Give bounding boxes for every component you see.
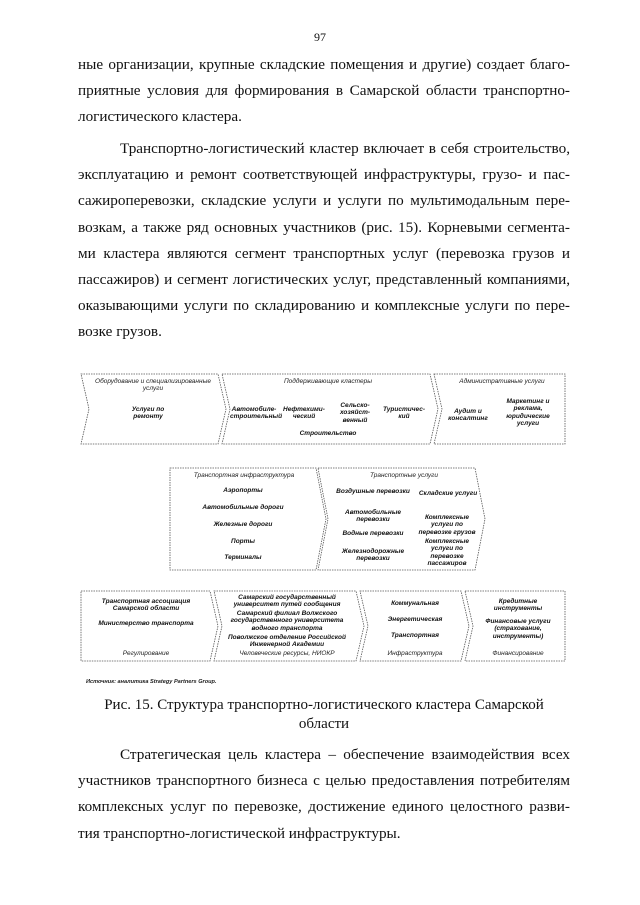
infra-services-item: Транспортная [391,632,439,639]
services-item: Железнодорожные перевозки [341,548,405,563]
cluster-diagram [78,372,570,682]
text-line: оказывающими услуги по складированию и комплексные услуги по пере- [78,297,570,315]
infrastructure-title: Транспортная инфраструктура [193,472,295,479]
supporting-item: Туристичес-кий [383,406,425,421]
text-line: ные организации, крупные складские помещения и другие) создает благо- [78,56,570,73]
paragraph-1 [78,52,570,131]
equipment-item: Услуги по ремонту [131,406,165,421]
infrastructure-item: Железные дороги [213,521,273,528]
infrastructure-item: Порты [231,538,255,545]
admin-item: Маркетинг и реклама, юридические услуги [506,398,550,428]
human-label: Человеческие ресурсы, НИОКР [239,650,335,657]
human-item: Самарский филиал Волжского государственного университета водного транспорта [230,610,344,632]
paragraph-3 [78,742,570,847]
text-line: пассажиров) и сегмент логистических услуг, представленный компаниями, [78,271,570,289]
page-number: 97 [314,30,326,44]
text-line: приятные условия для формирования в Самарской области транспортно- [78,82,570,100]
text-line: эксплуатацию и ремонт соответствующей инфраструктуры, грузо- и пас- [78,166,570,184]
regulation-item: Транспортная ассоциация Самарской области [101,598,191,613]
supporting-item: Автомобиле-строительный [230,406,283,421]
finance-item: Кредитные инструменты [493,598,543,613]
infrastructure-item: Терминалы [224,554,262,561]
human-item: Поволжское отделение Российской Инженерной Академии [227,634,347,649]
text-line: сажироперевозки, складские услуги и услуги по мультимодальным пере- [78,192,570,210]
text-line: ми кластера являются сегмент транспортных услуг (перевозка грузов и [78,244,570,262]
supporting-item: Нефтехими-ческий [283,406,325,421]
finance-label: Финансирование [492,650,544,657]
infra-services-label: Инфраструктура [387,650,443,657]
admin-item: Аудит и консалтинг [448,408,488,423]
services-item: Комплексные услуги по перевозке грузов [418,514,476,536]
equipment-title: Оборудование и специализированные услуги [95,378,211,393]
human-item: Самарский государственный университет путей сообщения [233,594,341,609]
figure-source: Источник: аналитика Strategy Partners Group. [86,679,217,685]
text-line: возкам, а также ряд основных участников (рис. 15). Корневыми сегмента- [78,218,570,236]
text-line: тия транспортно-логистической инфраструктуры. [78,824,401,842]
regulation-item: Министерство транспорта [98,620,194,627]
services-item: Водные перевозки [342,530,404,537]
regulation-label: Регулирование [122,650,170,657]
services-item: Складские услуги [418,490,478,497]
services-item: Воздушные перевозки [336,488,410,495]
text-line: комплексных услуг по перевозке, достижение единого целостного разви- [78,798,570,816]
paragraph-2 [78,136,570,346]
infrastructure-item: Автомобильные дороги [202,504,284,511]
text-line: возке грузов. [78,323,162,341]
services-item: Комплексные услуги по перевозке пассажиров [424,538,470,568]
supporting-bottom: Строительство [299,430,357,437]
text-line: Транспортно-логистический кластер включает в себя строительство, [120,140,570,157]
services-item: Автомобильные перевозки [345,509,401,524]
admin-title: Административные услуги [459,378,545,385]
infra-services-item: Коммунальная [391,600,439,607]
text-line: Стратегическая цель кластера – обеспечение взаимодействия всех [120,746,570,763]
text-line: участников транспортного бизнеса с целью предоставления потребителям [78,772,570,790]
services-title: Транспортные услуги [370,472,438,479]
text-line: логистического кластера. [78,108,242,126]
finance-item: Финансовые услуги (страхование, инструменты) [485,618,551,640]
supporting-title: Поддерживающие кластеры [283,378,373,385]
supporting-item: Сельско-хозяйст-венный [339,402,371,424]
infra-services-item: Энергетическая [387,616,443,623]
figure-caption: Рис. 15. Структура транспортно-логистического кластера Самарской области [104,697,544,732]
infrastructure-item: Аэропорты [223,487,263,494]
